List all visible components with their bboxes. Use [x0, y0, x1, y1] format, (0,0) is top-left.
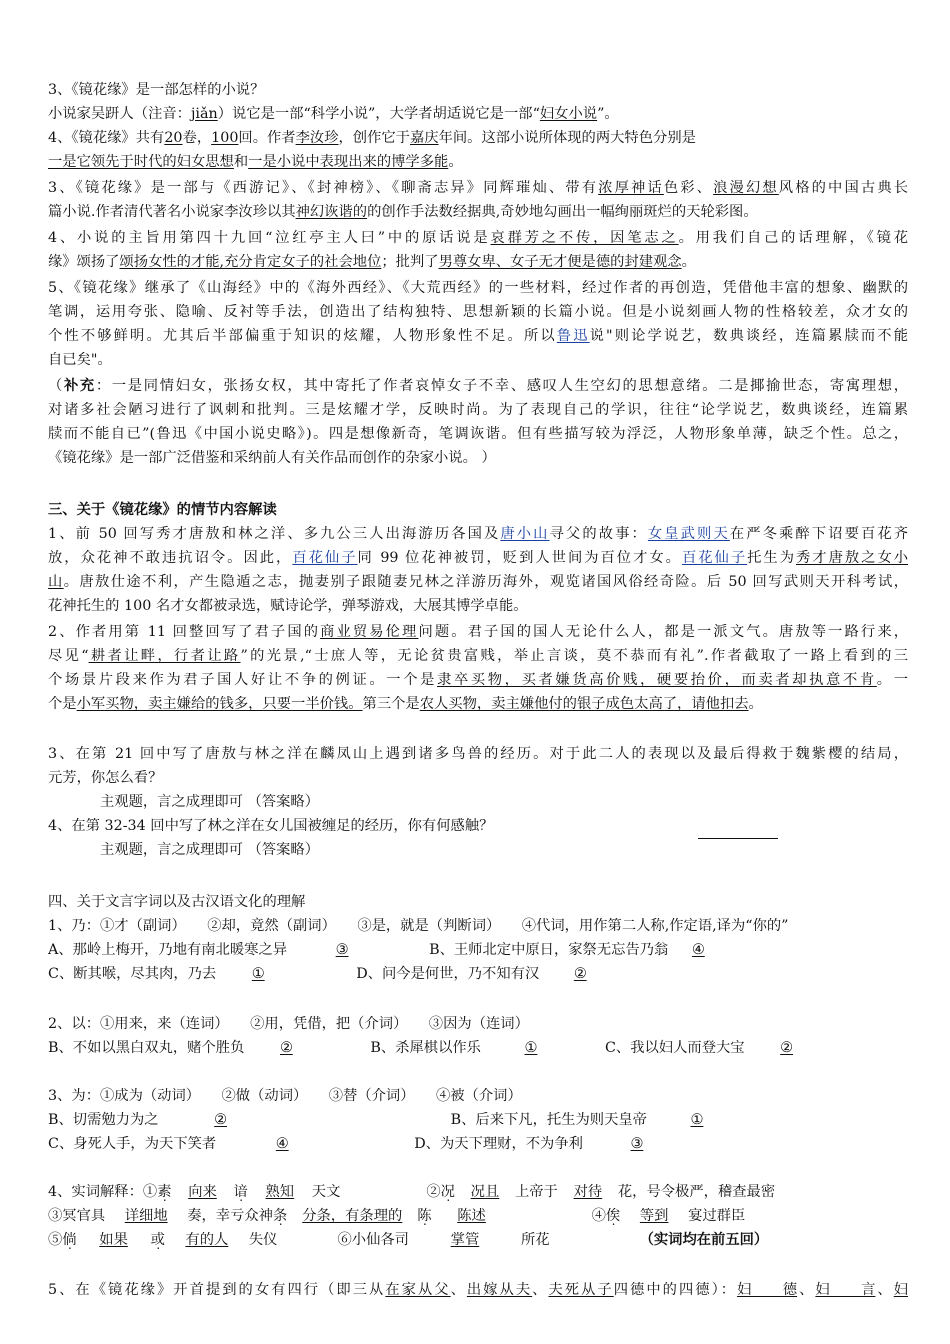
yi-row: B、不如以黑白双丸，赌个胜负 ② B、杀犀棋以作乐 ① C、我以妇人而登大宝 ② [48, 1040, 793, 1056]
supp-line4: 《镜花缘》是一部广泛借鉴和采纳前人有关作品而创作的杂家小说。 ） [48, 450, 496, 466]
answer-blank-line [698, 838, 778, 839]
sec3-line5: 2、作者用第 11 回整回写了君子国的商业贸易伦理问题。君子国的国人无论什么人，都是一派文气。唐敖等一路行来， [48, 624, 908, 640]
shici-row2: ③冥官具 详细地 奏，幸亏众神条 分条，有条理的 陈 陈述 ④俟 等到 宴过群臣 [48, 1208, 746, 1224]
section4-heading: 四、关于文言字词以及古汉语文化的理解 [48, 894, 306, 910]
q3-line: 小说家吴趼人（注音：jiǎn）说它是一部“科学小说”，大学者胡适说它是一部“妇女小说”。 [48, 106, 619, 122]
supp-line3: 牍而不能自已”(鲁迅《中国小说史略》)。四是想像新奇，笔调诙谐。但有些描写较为浮泛，人物形象单薄，缺乏个性。总之， [48, 426, 908, 442]
supp-line2: 对诸多社会陋习进行了讽刺和批判。三是炫耀才学，反映时尚。为了表现自己的学识，往往“论学说艺，数典谈经，连篇累 [48, 402, 908, 418]
wei-head: 3、为：①成为（动词） ②做（动词） ③替（介词） ④被（介词） [48, 1088, 522, 1104]
supp-line1: （补充：一是同情妇女，张扬女权，其中寄托了作者哀悼女子不幸、感叹人生空幻的思想意绪。二是揶揄世态，寄寓理想， [48, 378, 908, 394]
p5-line1: 5、《镜花缘》继承了《山海经》中的《海外西经》、《大荒西经》的一些材料，经过作者的再创造，凭借他丰富的想象、幽默的 [48, 280, 908, 296]
p4-line1: 4、小说的主旨用第四十九回“泣红亭主人曰”中的原话说是哀群芳之不传，因笔志之。用我们自己的话理解，《镜花 [48, 230, 908, 246]
p4-line2: 缘》颂扬了颂扬女性的才能,充分肯定女子的社会地位；批判了男尊女卑、女子无才便是德的封建观念。 [48, 254, 696, 270]
sec3-line8: 个是小军买物，卖主嫌给的钱多，只要一半价钱。第三个是农人买物，卖主嫌他付的银子成色太高了，请他扣去。 [48, 696, 763, 712]
sec3-line7: 个场景片段来作为君子国人好让不争的例证。一个是隶卒买物，买者嫌货高价贱，硬要抬价，而卖者却执意不肯。一 [48, 672, 908, 688]
wuzetian-link[interactable]: 女皇武则天 [647, 526, 730, 542]
luxun-link[interactable]: 鲁迅 [556, 328, 590, 344]
sec3-q4-line1: 4、在第 32-34 回中写了林之洋在女儿国被缠足的经历，你有何感触？ [48, 818, 494, 834]
nai-head: 1、乃：①才（副词） ②却，竟然（副词） ③是，就是（判断词） ④代词，用作第二人称,作定语,译为“你的” [48, 918, 789, 934]
sec3-line3: 山。唐敖仕途不利，产生隐遁之志，抛妻别子跟随妻兄林之洋游历海外，观览诸国风俗经奇险。后 50 回写武则天开科考试， [48, 574, 908, 590]
shici-row1: 4、实词解释：①素 向来 谙 熟知 天文 ②况 况且 上帝于 对待 花，号令极严，稽查最密 [48, 1184, 776, 1200]
sec3-q3-line1: 3、在第 21 回中写了唐敖与林之洋在麟凤山上遇到诸多鸟兽的经历。对于此二人的表现以及最后得救于魏紫樱的结局， [48, 746, 908, 762]
q4-line1: 4、《镜花缘》共有20卷，100回。作者李汝珍，创作它于嘉庆年间。这部小说所体现的两大特色分别是 [48, 130, 696, 146]
sec3-line1: 1、前 50 回写秀才唐敖和林之洋、多九公三人出海游历各国及唐小山寻父的故事：女皇武则天在严冬乘醉下诏要百花齐 [48, 526, 908, 542]
p5-line4: 自已矣"。 [48, 352, 112, 368]
p3-line1: 3、《镜花缘》是一部与《西游记》、《封神榜》、《聊斋志异》同辉璀灿、带有浓厚神话色彩、浪漫幻想风格的中国古典长 [48, 180, 908, 196]
p5-line3: 个性不够鲜明。尤其后半部偏重于知识的炫耀，人物形象性不足。所以鲁迅说"则论学说艺，数典谈经，连篇累牍而不能 [48, 328, 908, 344]
sec3-q3-line2: 元芳，你怎么看？ [48, 770, 163, 786]
wei-row2: C、身死人手，为天下笑者 ④ D、为天下理财，不为争利 ③ [48, 1136, 644, 1152]
sec3-q3-answer: 主观题，言之成理即可 （答案略） [100, 794, 319, 810]
p3-line2: 篇小说.作者清代著名小说家李汝珍以其神幻诙谐的的创作手法数经据典,奇妙地勾画出一幅绚丽斑烂的天轮彩图。 [48, 204, 758, 220]
shici-row3: ⑤倘 如果 或 有的人 失仪 ⑥小仙各司 掌管 所花 （实词均在前五回） [48, 1232, 769, 1248]
sec3-q4-answer: 主观题，言之成理即可 （答案略） [100, 842, 319, 858]
nai-row2: C、断其喉，尽其肉，乃去 ① D、问今是何世，乃不知有汉 ② [48, 966, 587, 982]
sec3-line6: 尽见“耕者让畔，行者让路”的光景,“士庶人等，无论贫贵富贱，举止言谈，莫不恭而有礼”.作者截取了一路上看到的三 [48, 648, 908, 664]
q4-line2: 一是它领先于时代的妇女思想和一是小说中表现出来的博学多能。 [48, 154, 463, 170]
q3-title: 3、《镜花缘》是一部怎样的小说？ [48, 82, 265, 98]
baihuaxianzi-link-1[interactable]: 百花仙子 [292, 550, 358, 566]
wei-row1: B、切需勉力为之 ② B、后来下凡，托生为则天皇帝 ① [48, 1112, 704, 1128]
sec3-line2: 放，众花神不敢违抗诏令。因此，百花仙子同 99 位花神被罚，贬到人世间为百位才女。百花仙子托生为秀才唐敖之女小 [48, 550, 908, 566]
sec3-line4: 花神托生的 100 名才女都被录选，赋诗论学，弹琴游戏，大展其博学卓能。 [48, 598, 528, 614]
p5-line2: 笔调，运用夸张、隐喻、反衬等手法，创造出了结构独特、思想新颖的长篇小说。但是小说刻画人物的性格较差，众才女的 [48, 304, 908, 320]
q5-line: 5、在《镜花缘》开首提到的女有四行（即三从在家从父、出嫁从夫、夫死从子四德中的四德）：妇德、妇言、妇 [48, 1282, 908, 1298]
baihuaxianzi-link-2[interactable]: 百花仙子 [681, 550, 748, 566]
nai-row1: A、那岭上梅开，乃地有南北暖寒之异 ③ B、王师北定中原日，家祭无忘告乃翁 ④ [48, 942, 705, 958]
yi-head: 2、以：①用来，来（连词） ②用，凭借，把（介词） ③因为（连词） [48, 1016, 529, 1032]
section3-heading: 三、关于《镜花缘》的情节内容解读 [48, 502, 277, 518]
tangxiaoshan-link[interactable]: 唐小山 [500, 526, 550, 542]
